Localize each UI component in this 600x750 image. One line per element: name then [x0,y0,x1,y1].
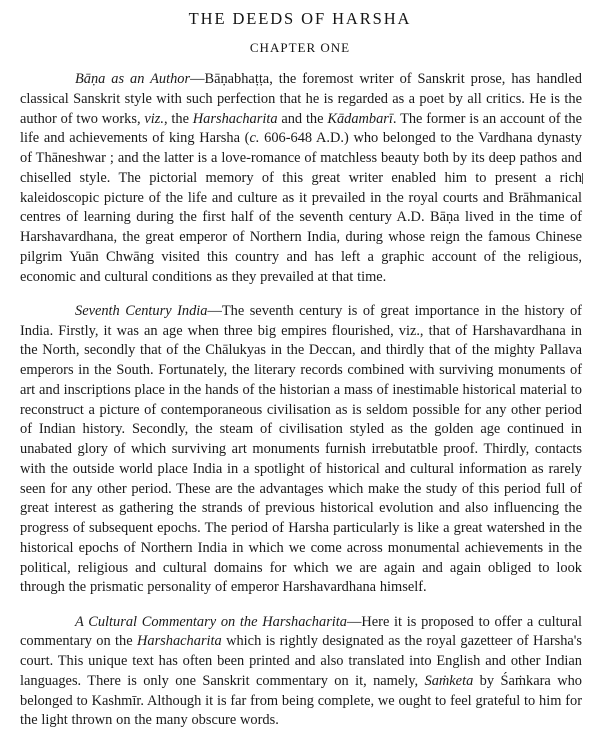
body-text: The seventh century is of great importance in the history of India. Firstly, it was an age when three big empires flourished, viz., that of Harshavardhana in the North, secondly that of the Chālukyas in the Deccan, and thirdly that of the mighty Pallava emperors in the South. Fortunately, the literary records combined with surviving monuments of art and inscriptions place in the hands of the historian a mass of inestimable historical material to reconstruct a picture of contemporaneous civilisation as is seldom possible for any other period of Indian history. Secondly, the steam of civilisation styled as the golden age continued in unabated glory of which surviving art monuments furnish irrebutatble proof. Thirdly, contacts with the outside world place India in a spotlight of historical and cultural information as rarely seen for any other period. These are the advantages which make the study of this period full of great interest as gathering the strands of previous historical evolution and also influencing the progress of subsequent epochs. The period of Harsha particularly is like a great watershed in the historical epochs of Northern India in which we come across monumental achievements in the political, religious and cultural domains for which we are again and again obliged to look through the prismatic personality of emperor Harshavardhana himself. [20,302,582,596]
body-text: , the [163,110,193,127]
run-in-heading: A Cultural Commentary on the Harshacharita [75,613,347,630]
body-text: by Śaṁkara who belonged to Kashmīr. Although it is far from being complete, we ought to feel grateful to him for the light thrown on the many obscure words. [20,672,583,729]
chapter-heading: CHAPTER ONE [249,40,351,55]
body-text-block [0,70,600,731]
page-title: THE DEEDS OF HARSHA [188,9,412,28]
italic-text: c. [249,130,260,147]
run-in-heading: Seventh Century India [75,302,208,319]
italic-text: Kādambarī [327,110,393,127]
paragraph-a-cultural-commentary [20,613,582,732]
run-in-separator: — [207,302,222,319]
italic-text: Harshacharita [136,633,222,650]
body-text: and the [277,110,328,127]
body-text: kaleidoscopic picture of the life and culture as it prevailed in the royal courts and Brāhmanical centres of learning during the first half of the seventh century A.D. Bāṇa lived in the time of Harshavardhana, the great emperor of Northern India, during whose reign the famous Chinese pilgrim Yuān Chwāng visited this country and has left a graphic account of the religious, economic and cultural conditions as they prevailed at that time. [20,189,582,285]
body-text: Bāṇabhaṭṭa, the foremost writer of Sanskrit prose, has handled classical Sanskrit style with such perfection that he is regarded as a poet by all critics. He is the author of two works, [20,71,583,127]
body-text: 606-648 A.D.) who belonged to the Vardhana dynasty of Thāneshwar ; and the latter is a love-romance of matchless beauty both by its deep pathos and chiselled style. The pictorial memory of this great writer enabled him to present a rich [20,130,582,186]
run-in-heading: Bāṇa as an Author [75,71,191,87]
body-text: Here it is proposed to offer a cultural commentary on the [20,613,582,650]
italic-text: Saṁketa [424,672,474,689]
paragraph-seventh-century-india [20,302,582,598]
run-in-separator: — [190,71,205,87]
body-text: which is rightly designated as the royal gazetteer of Harsha's court. This unique text has often been printed and also translated into English and other Indian languages. There is only one Sanskrit commentary on it, namely, [20,633,582,689]
paragraph-bana-as-an-author [20,70,582,287]
italic-text: viz. [144,110,164,127]
body-text: . The former is an account of the life and achievements of king Harsha ( [20,110,582,147]
italic-text: Harshacharita [192,110,278,127]
run-in-separator: — [346,613,362,630]
